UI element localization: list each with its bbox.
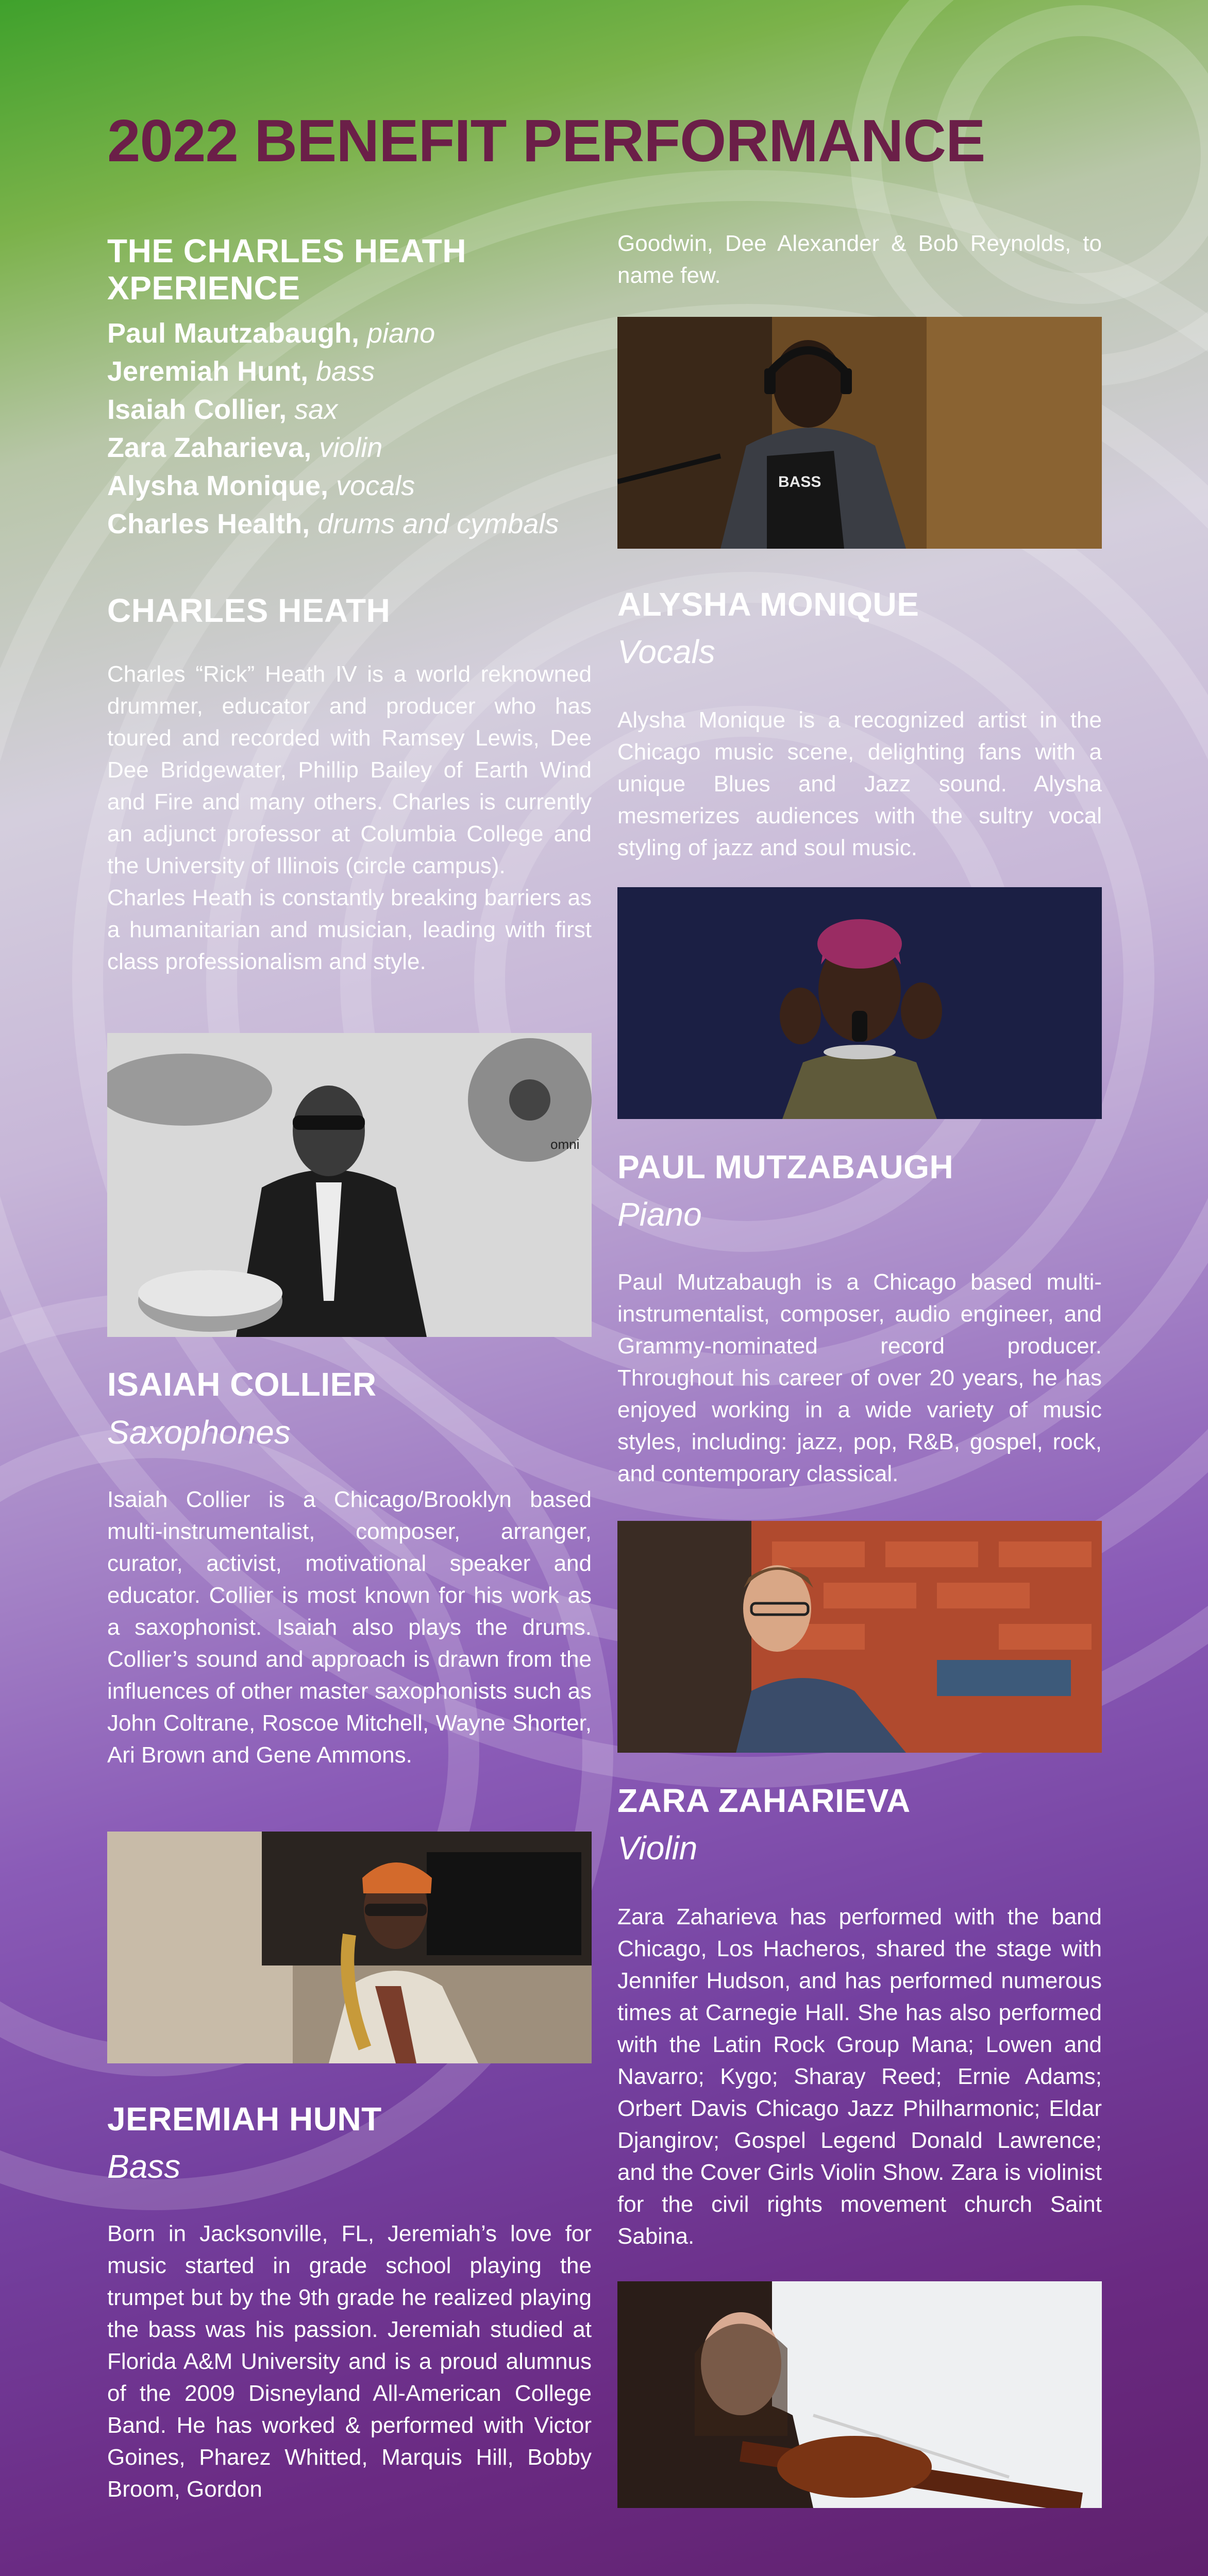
jeremiah-bio: Born in Jacksonville, FL, Jeremiah’s love for music started in grade school playing the trumpet but by the 9th grade he realized playing the bass was his passion. Jeremiah studied at Florida A&M University and is a proud alumnus of the 2009 Disneyland All-American College Band. He has worked & performed with Victor Goines, Pharez Whitted, Marquis Hill, Bobby Broom, Gordon — [107, 2221, 592, 2502]
band-roster — [107, 314, 602, 543]
isaiah-heading: ISAIAH COLLIER — [107, 1366, 377, 1403]
member-role: sax — [294, 394, 338, 425]
jeremiah-hunt-photo — [617, 317, 1102, 549]
alysha-bio: Alysha Monique is a recognized artist in the Chicago music scene, delighting fans with a unique Blues and Jazz sound. Alysha mesmerizes audiences with the sultry vocal styling of jazz and soul music. — [617, 707, 1102, 860]
alysha-instrument: Vocals — [617, 633, 715, 670]
member-name: Paul Mautzabaugh, — [107, 318, 360, 349]
paul-bio: Paul Mutzabaugh is a Chicago based multi-instrumentalist, composer, audio engineer, and Grammy-nominated record producer. Throughout his career of over 20 years, he has enjoyed working in a wide variety of music styles, including: jazz, pop, R&B, gospel, rock, and contemporary classical. — [617, 1269, 1102, 1486]
isaiah-collier-photo — [107, 1832, 592, 2063]
member-name: Jeremiah Hunt, — [107, 356, 309, 387]
charles-heading: CHARLES HEATH — [107, 592, 391, 629]
charles-bio: Charles “Rick” Heath IV is a world reknowned drummer, educator and producer who has toured and recorded with Ramsey Lewis, Dee Dee Bridgewater, Phillip Bailey of Earth Wind and Fire and many others. Charles is currently an adjunct professor at Columbia College and the University of Illinois (circle campus). — [107, 662, 592, 878]
member-name: Zara Zaharieva, — [107, 432, 312, 463]
paul-mutzabaugh-photo — [617, 1521, 1102, 1753]
roster-item — [107, 391, 602, 429]
roster-item — [107, 314, 602, 352]
jeremiah-instrument: Bass — [107, 2148, 181, 2185]
member-name: Charles Health, — [107, 509, 310, 539]
member-name: Isaiah Collier, — [107, 394, 287, 425]
roster-item — [107, 429, 602, 467]
zara-bio: Zara Zaharieva has performed with the band Chicago, Los Hacheros, shared the stage with Jennifer Hudson, and has performed numerous times at Carnegie Hall. She has also performed with the Latin Rock Group Mana; Lowen and Navarro; Kygo; Sharay Reed; Ernie Adams; Orbert Davis Chicago Jazz Philharmonic; Eldar Djangirov; Gospel Legend Donald Lawrence; and the Cover Girls Violin Show. Zara is violinist for the civil rights movement church Saint Sabina. — [617, 1904, 1102, 2249]
charles-bio-2: Charles Heath is constantly breaking barriers as a humanitarian and musician, leading with first class professionalism and style. — [107, 885, 592, 974]
roster-item — [107, 505, 602, 543]
zara-instrument: Violin — [617, 1829, 698, 1867]
roster-item — [107, 352, 602, 391]
member-role: vocals — [336, 470, 415, 501]
member-role: bass — [316, 356, 375, 387]
page-title: 2022 BENEFIT PERFORMANCE — [107, 107, 985, 174]
member-name: Alysha Monique, — [107, 470, 329, 501]
alysha-heading: ALYSHA MONIQUE — [617, 586, 919, 623]
isaiah-instrument: Saxophones — [107, 1414, 291, 1451]
charles-heath-photo — [107, 1033, 592, 1337]
isaiah-bio: Isaiah Collier is a Chicago/Brooklyn based multi-instrumentalist, composer, arranger, curator, activist, motivational speaker and educator. Collier is most known for his work as a saxophonist. Isaiah also plays the drums. Collier’s sound and approach is drawn from the influences of other master saxophonists such as John Coltrane, Roscoe Mitchell, Wayne Shorter, Ari Brown and Gene Ammons. — [107, 1487, 592, 1768]
zara-zaharieva-photo — [617, 2281, 1102, 2508]
member-role: drums and cymbals — [317, 509, 559, 539]
member-role: piano — [367, 318, 435, 349]
paul-instrument: Piano — [617, 1196, 702, 1233]
paul-heading: PAUL MUTZABAUGH — [617, 1148, 954, 1185]
zara-heading: ZARA ZAHARIEVA — [617, 1782, 911, 1819]
jeremiah-heading: JEREMIAH HUNT — [107, 2100, 382, 2138]
alysha-monique-photo — [617, 887, 1102, 1119]
jeremiah-bio-continued: Goodwin, Dee Alexander & Bob Reynolds, to name few. — [617, 231, 1102, 288]
shirt-text: BASS — [778, 473, 821, 490]
roster-item — [107, 467, 602, 505]
band-heading: THE CHARLES HEATH XPERIENCE — [107, 232, 467, 307]
member-role: violin — [319, 432, 383, 463]
cymbal-brand: omni — [550, 1137, 580, 1152]
